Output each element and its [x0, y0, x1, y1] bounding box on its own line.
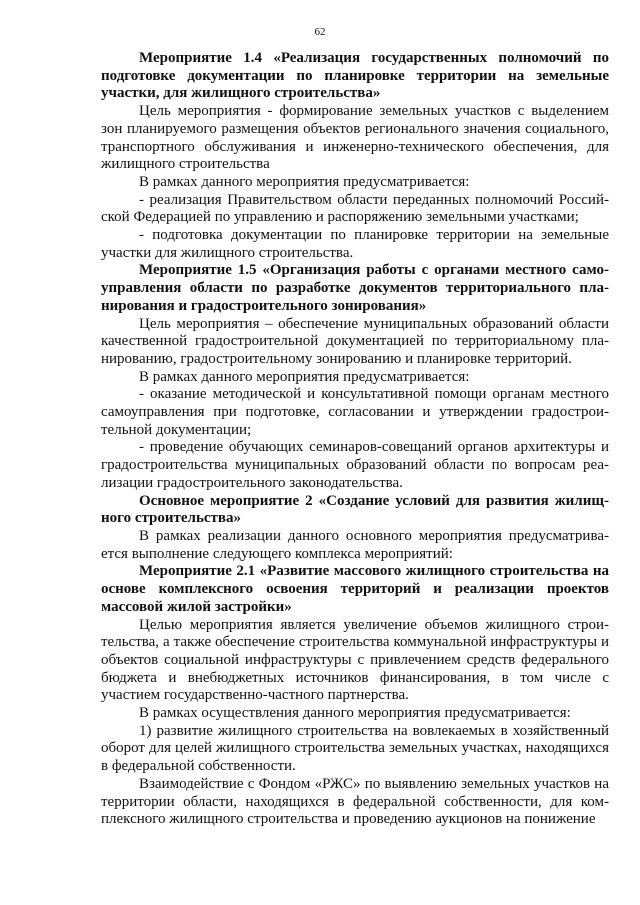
document-body: [101, 50, 609, 829]
paragraph-scope-1-5: В рамках данного мероприятия предусматривается:: [139, 368, 470, 385]
page-number: 62: [314, 26, 326, 38]
paragraph-scope-1-4: В рамках данного мероприятия предусматривается:: [139, 173, 470, 190]
list-item: - оказание методической и консультативной помощи органам местного самоуправления при подготовке, согласовании и утверждении градостроительной документации;: [101, 386, 609, 438]
paragraph-goal-2-1: Целью мероприятия является увеличение объемов жилищного строительства, а также обеспечение строительства коммунальной инфраструктуры и объектов социальной инфраструктуры с привлечением средств федерального бюджета и внебюджетных источников финансирования, в том числе с участием государственно-частного партнерства.: [101, 616, 609, 704]
list-item: - подготовка документации по планировке территории на земельные участки для жилищного строительства.: [101, 227, 609, 261]
heading-measure-1-5: Мероприятие 1.5 «Организация работы с органами местного самоуправления области по разработке документов территориального планирования и градостроительного зонирования»: [101, 262, 609, 314]
heading-main-measure-2: Основное мероприятие 2 «Создание условий для развития жилищного строительства»: [101, 492, 609, 527]
paragraph-main-measure-2: В рамках реализации данного основного мероприятия предусматривается выполнение следующего комплекса мероприятий:: [101, 527, 609, 562]
list-item: - реализация Правительством области переданных полномочий Российской Федерацией по управлению и распоряжению земельными участками;: [101, 191, 609, 226]
heading-measure-1-4: Мероприятие 1.4 «Реализация государственных полномочий по подготовке документации по планировке территории на земельные участки, для жилищного строительства»: [101, 50, 609, 102]
paragraph-goal-1-5: Цель мероприятия – обеспечение муниципальных образований области качественной градостроительной документацией по территориальному планированию, градостроительному зонированию и планировке территорий.: [101, 315, 609, 367]
list-item: - проведение обучающих семинаров-совещаний органов архитектуры и градостроительства муниципальных образований области по вопросам реализации градостроительного законодательства.: [101, 439, 609, 491]
paragraph-rzhs-fund: Взаимодействие с Фондом «РЖС» по выявлению земельных участков на территории области, находящихся в федеральной собственности, для комплексного жилищного строительства и проведению аукционов на понижение: [101, 775, 609, 828]
paragraph-scope-2-1: В рамках осуществления данного мероприятия предусматривается:: [139, 705, 571, 722]
list-item: 1) развитие жилищного строительства на вовлекаемых в хозяйственный оборот для целей жилищного строительства земельных участках, находящихся в федеральной собственности.: [101, 722, 609, 775]
heading-measure-2-1: Мероприятие 2.1 «Развитие массового жилищного строительства на основе комплексного освоения территорий и реализации проектов массовой жилой застройки»: [101, 563, 609, 615]
paragraph-goal-1-4: Цель мероприятия - формирование земельных участков с выделением зон планируемого размещения объектов регионального значения социального, транспортного обслуживания и инженерно-технического обеспечения, для жилищного строительства: [101, 103, 609, 173]
